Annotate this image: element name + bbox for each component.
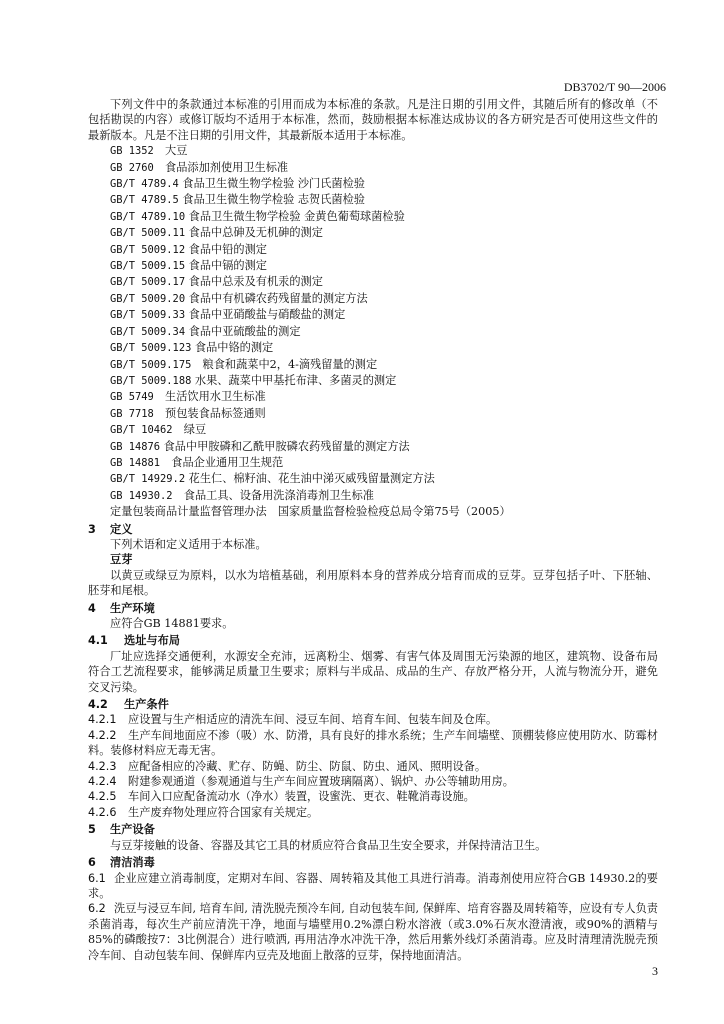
reference-item: GB/T 4789.10 食品卫生微生物学检验 金黄色葡萄球菌检验 [110, 209, 405, 223]
subsection-text: 厂址应选择交通便利，水源安全充沛，远离粉尘、烟雾、有害气体及周围无污染源的地区，建筑物、设备布局符合工艺流程要求，能够满足质量卫生要求；原料与半成品、成品的生产、存放严格分开，人流与物流分开，避免交叉污染。 [88, 649, 658, 694]
subsection-heading: 4.2 生产条件 [88, 698, 169, 712]
reference-item: GB/T 5009.11 食品中总砷及无机砷的测定 [110, 226, 323, 240]
term-heading: 豆芽 [110, 553, 133, 567]
reference-item: GB/T 4789.4 食品卫生微生物学检验 沙门氏菌检验 [110, 177, 365, 191]
reference-item: 定量包装商品计量监督管理办法 国家质量监督检验检疫总局令第75号（2005） [110, 505, 511, 519]
reference-item: GB/T 14929.2 花生仁、棉籽油、花生油中涕灭威残留量测定方法 [110, 472, 435, 486]
reference-list [88, 143, 658, 519]
reference-item: GB 7718 预包装食品标签通则 [110, 406, 266, 420]
reference-item: GB/T 5009.175 粮食和蔬菜中2，4-滴残留量的测定 [110, 357, 378, 371]
reference-item: GB/T 5009.123 食品中铬的测定 [110, 341, 274, 355]
term-definition: 以黄豆或绿豆为原料，以水为培植基础，利用原料本身的营养成分培育而成的豆芽。豆芽包括子叶、下胚轴、胚芽和尾根。 [88, 568, 658, 598]
reference-item: GB 5749 生活饮用水卫生标准 [110, 390, 266, 404]
reference-item: GB/T 5009.34 食品中亚硫酸盐的测定 [110, 324, 301, 338]
reference-item: GB/T 4789.5 食品卫生微生物学检验 志贺氏菌检验 [110, 193, 365, 207]
section-heading: 4 生产环境 [88, 601, 155, 615]
reference-item: GB/T 5009.20 食品中有机磷农药残留量的测定方法 [110, 291, 368, 305]
reference-item: GB 1352 大豆 [110, 144, 188, 158]
section-text: 应符合GB 14881要求。 [110, 617, 234, 630]
page-number: 3 [652, 964, 658, 978]
clause: 4.2.5 车间入口应配备流动水（净水）装置，设蜜洗、更衣、鞋靴消毒设施。 [88, 790, 475, 804]
reference-item: GB 2760 食品添加剂使用卫生标准 [110, 160, 289, 174]
references-intro: 下列文件中的条款通过本标准的引用而成为本标准的条款。凡是注日期的引用文件，其随后所有的修改单（不包括勘误的内容）或修订版均不适用于本标准，然而，鼓励根据本标准达成协议的各方研究是否可使用这些文件的最新版本。凡是不注日期的引用文件，其最新版本适用于本标准。 [88, 98, 658, 142]
clause: 6.1 企业应建立消毒制度，定期对车间、容器、周转箱及其他工具进行消毒。消毒剂使用应符合GB 14930.2的要求。 [88, 871, 658, 900]
reference-item: GB/T 5009.17 食品中总汞及有机汞的测定 [110, 275, 323, 289]
section-text: 下列术语和定义适用于本标准。 [110, 537, 267, 551]
reference-item: GB 14881 食品企业通用卫生规范 [110, 455, 284, 469]
clause: 4.2.1 应设置与生产相适应的清洗车间、浸豆车间、培育车间、包装车间及仓库。 [88, 713, 498, 727]
clause: 4.2.6 生产废弃物处理应符合国家有关规定。 [88, 805, 319, 819]
section-heading: 6 清洁消毒 [88, 856, 155, 870]
clause: 4.2.4 附建参观通道（参观通道与生产车间应置玻璃隔离）、锅炉、办公等辅助用房。 [88, 775, 514, 789]
reference-item: GB/T 5009.33 食品中亚硝酸盐与硝酸盐的测定 [110, 308, 346, 322]
reference-item: GB/T 10462 绿豆 [110, 423, 207, 437]
reference-item: GB/T 5009.188 水果、蔬菜中甲基托布津、多菌灵的测定 [110, 373, 397, 387]
reference-item: GB/T 5009.15 食品中镉的测定 [110, 259, 267, 273]
clause: 4.2.2 生产车间地面应不渗（吸）水、防滑，具有良好的排水系统；生产车间墙壁、顶棚装修应使用防水、防霉材料。装修材料应无毒无害。 [88, 728, 658, 758]
clause: 6.2 洗豆与浸豆车间, 培育车间, 清洗脱壳预冷车间, 自动包装车间, 保鲜库、培育容器及周转箱等，应设有专人负责杀菌消毒，每次生产前应清洗干净，地面与墙壁用0.2%漂白粉水溶液（或3.0%石灰水澄清液，或90%的酒精与85%的磷酸按7：3比例混合）进行喷洒, 再用洁净水冲洗干净，然后用紫外线灯杀菌消毒。应及时清理清洗脱壳预冷车间、自动包装车间、保鲜库内豆壳及地面上散落的豆芽，保持地面清洁。 [88, 902, 658, 962]
reference-item: GB 14930.2 食品工具、设备用洗涤消毒剂卫生标准 [110, 488, 374, 502]
document-code: DB3702/T 90—2006 [563, 80, 666, 94]
section-heading: 3 定义 [88, 522, 133, 536]
reference-item: GB/T 5009.12 食品中铅的测定 [110, 242, 267, 256]
document-body [88, 97, 658, 963]
section-heading: 5 生产设备 [88, 823, 155, 837]
reference-item: GB 14876 食品中甲胺磷和乙酰甲胺磷农药残留量的测定方法 [110, 439, 410, 453]
clause: 4.2.3 应配备相应的冷藏、贮存、防蝇、防尘、防鼠、防虫、通风、照明设备。 [88, 759, 487, 773]
subsection-heading: 4.1 选址与布局 [88, 634, 180, 648]
section-text: 与豆芽接触的设备、容器及其它工具的材质应符合食品卫生安全要求，并保持清洁卫生。 [110, 838, 547, 852]
